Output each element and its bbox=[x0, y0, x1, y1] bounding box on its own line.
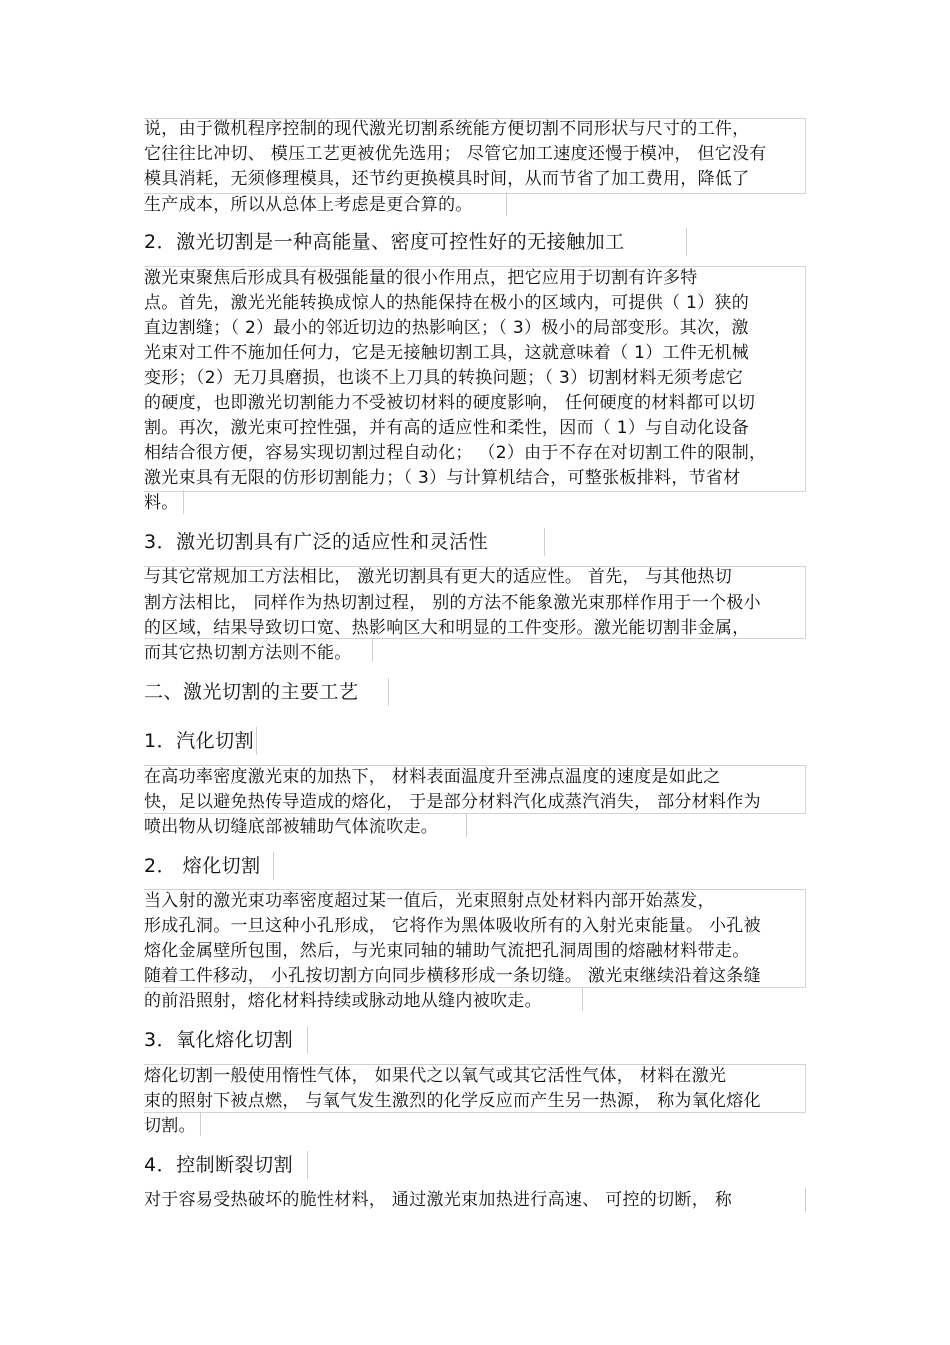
s2-line-3: 直边割缝；（ 2）最小的邻近切边的热影响区；（ 3）极小的局部变形。其次，激 bbox=[144, 318, 749, 338]
process-4-heading: 4．控制断裂切割 bbox=[144, 1154, 294, 1176]
s2-line-1: 激光束聚焦后形成具有极强能量的很小作用点，把它应用于切割有许多特 bbox=[144, 268, 698, 288]
p3-line-1: 熔化切割一般使用惰性气体， 如果代之以氧气或其它活性气体， 材料在激光 bbox=[144, 1066, 727, 1086]
section-2-heading: 2．激光切割是一种高能量、密度可控性好的无接触加工 bbox=[144, 231, 625, 253]
s2-line-7: 割。再次，激光束可控性强，并有高的适应性和柔性，因而（ 1）与自动化设备 bbox=[144, 418, 750, 438]
intro-line-4: 生产成本，所以从总体上考虑是更合算的。 bbox=[144, 195, 473, 215]
p1-line-1: 在高功率密度激光束的加热下， 材料表面温度升至沸点温度的速度是如此之 bbox=[144, 767, 721, 787]
part-2-heading: 二、激光切割的主要工艺 bbox=[144, 681, 359, 703]
intro-line-2: 它往往比冲切、 模压工艺更被优先选用； 尽管它加工速度还慢于模冲， 但它没有 bbox=[144, 144, 767, 164]
intro-line-1: 说，由于微机程序控制的现代激光切割系统能方便切割不同形状与尺寸的工件， bbox=[144, 119, 750, 139]
s3-line-4: 而其它热切割方法则不能。 bbox=[144, 643, 352, 663]
p2-line-4: 随着工件移动， 小孔按切割方向同步横移形成一条切缝。 激光束继续沿着这条缝 bbox=[144, 966, 761, 986]
s2-line-4: 光束对工件不施加任何力，它是无接触切割工具，这就意味着（ 1）工件无机械 bbox=[144, 343, 750, 363]
process-3-heading: 3．氧化熔化切割 bbox=[144, 1029, 294, 1051]
s2-line-6: 的硬度，也即激光切割能力不受被切材料的硬度影响， 任何硬度的材料都可以切 bbox=[144, 393, 756, 413]
process-2-heading: 2． 熔化切割 bbox=[144, 855, 261, 877]
p3-line-2: 束的照射下被点燃， 与氧气发生激烈的化学反应而产生另一热源， 称为氧化熔化 bbox=[144, 1091, 761, 1111]
process-1-heading: 1．汽化切割 bbox=[144, 730, 255, 752]
p2-line-1: 当入射的激光束功率密度超过某一值后，光束照射点处材料内部开始蒸发， bbox=[144, 891, 715, 911]
s3-line-3: 的区域，结果导致切口宽、热影响区大和明显的工件变形。激光能切割非金属， bbox=[144, 618, 750, 638]
p2-line-3: 熔化金属壁所包围，然后，与光束同轴的辅助气流把孔洞周围的熔融材料带走。 bbox=[144, 941, 750, 961]
p2-line-5: 的前沿照射，熔化材料持续或脉动地从缝内被吹走。 bbox=[144, 991, 542, 1011]
p1-line-2: 快，足以避免热传导造成的熔化， 于是部分材料汽化成蒸汽消失， 部分材料作为 bbox=[144, 792, 761, 812]
s2-line-2: 点。首先，激光光能转换成惊人的热能保持在极小的区域内，可提供（ 1）狭的 bbox=[144, 293, 750, 313]
s2-line-10: 料。 bbox=[144, 493, 179, 513]
section-3-heading: 3．激光切割具有广泛的适应性和灵活性 bbox=[144, 531, 489, 553]
p2-line-2: 形成孔洞。一旦这种小孔形成， 它将作为黑体吸收所有的入射光束能量。 小孔被 bbox=[144, 916, 761, 936]
s3-line-2: 割方法相比， 同样作为热切割过程， 别的方法不能象激光束那样作用于一个极小 bbox=[144, 593, 761, 613]
s2-line-8: 相结合很方便，容易实现切割过程自动化； （2）由于不存在对切割工件的限制， bbox=[144, 443, 767, 463]
intro-line-3: 模具消耗，无须修理模具，还节约更换模具时间，从而节省了加工费用，降低了 bbox=[144, 169, 750, 189]
s2-line-5: 变形；（2）无刀具磨损，也谈不上刀具的转换问题；（ 3）切割材料无须考虑它 bbox=[144, 368, 744, 388]
p3-line-3: 切割。 bbox=[144, 1116, 196, 1136]
s3-line-1: 与其它常规加工方法相比， 激光切割具有更大的适应性。 首先， 与其他热切 bbox=[144, 567, 733, 587]
s2-line-9: 激光束具有无限的仿形切割能力；（ 3）与计算机结合，可整张板排料，节省材 bbox=[144, 468, 741, 488]
p4-line-1: 对于容易受热破坏的脆性材料， 通过激光束加热进行高速、 可控的切断， 称 bbox=[144, 1190, 733, 1210]
p1-line-3: 喷出物从切缝底部被辅助气体流吹走。 bbox=[144, 817, 439, 837]
